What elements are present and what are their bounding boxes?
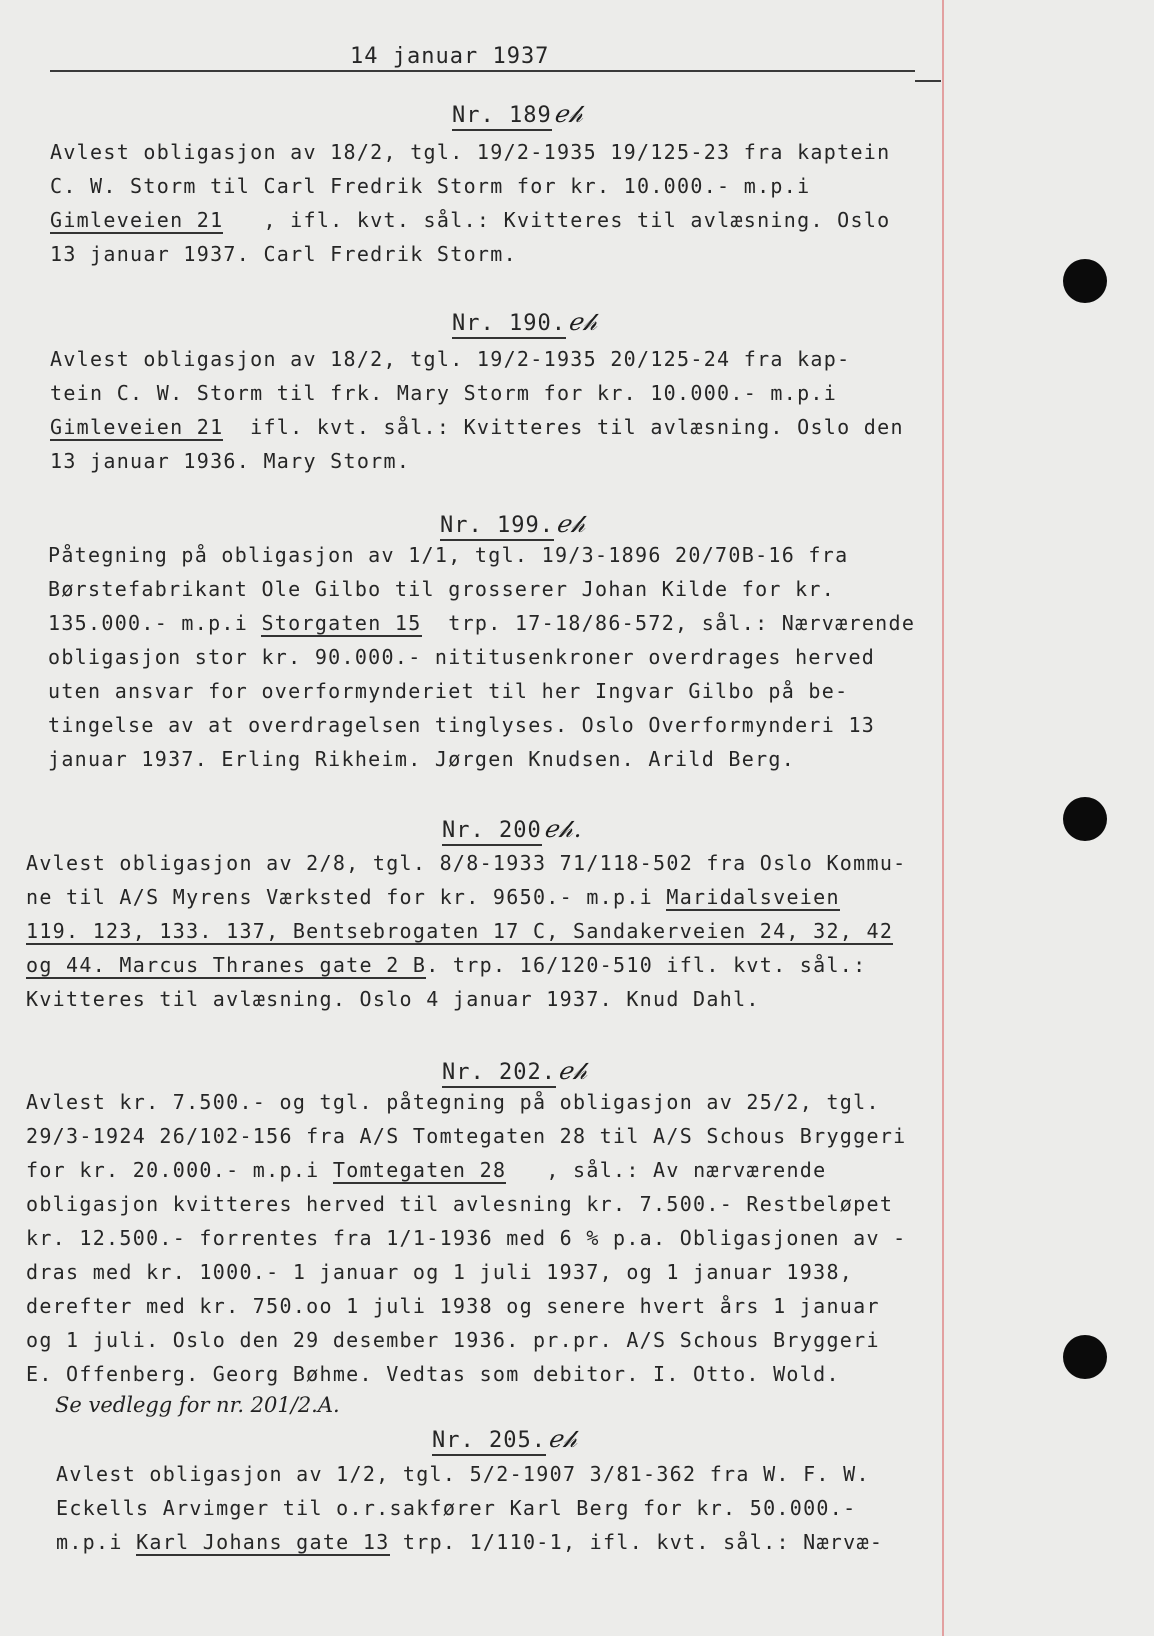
entry-number	[452, 308, 598, 336]
punch-hole-middle	[1063, 797, 1107, 841]
header-tick	[915, 80, 941, 82]
clerk-initials: ℯ𝒽	[567, 308, 598, 336]
entry-line	[26, 1158, 827, 1182]
entry-line: kr. 12.500.- forrentes fra 1/1-1936 med 6 % p.a. Obligasjonen av -	[26, 1226, 907, 1250]
entry-line-text: trp. 17-18/86-572, sål.: Nærværende	[448, 611, 916, 635]
clerk-initials: ℯ𝒽	[555, 510, 586, 538]
entry-line-text: , ifl. kvt. sål.: Kvitteres til avlæsning. Oslo	[263, 208, 891, 232]
clerk-initials: ℯ𝒽	[553, 100, 584, 128]
entry-line-text: m.p.i	[56, 1530, 123, 1554]
entry-line: obligasjon kvitteres herved til avlesning kr. 7.500.- Restbeløpet	[26, 1192, 894, 1216]
entry-line	[26, 953, 867, 977]
entry-number	[442, 815, 582, 843]
entry-number	[452, 100, 584, 128]
entry-number-text: Nr. 200	[442, 818, 542, 846]
entry-line-text: for kr. 20.000.- m.p.i	[26, 1158, 320, 1182]
entry-line	[50, 208, 891, 232]
entry-number-text: Nr. 190.	[452, 311, 566, 339]
entry-line: Eckells Arvimger til o.r.sakfører Karl Berg for kr. 50.000.-	[56, 1496, 857, 1520]
clerk-initials: ℯ𝒽	[547, 1425, 578, 1453]
entry-line	[48, 611, 915, 635]
entry-line: Påtegning på obligasjon av 1/1, tgl. 19/3-1896 20/70B-16 fra	[48, 543, 849, 567]
entry-line: 13 januar 1936. Mary Storm.	[50, 449, 411, 473]
entry-line: Børstefabrikant Ole Gilbo til grosserer Johan Kilde for kr.	[48, 577, 836, 601]
property-address: Tomtegaten 28	[332, 1158, 507, 1182]
entry-line: derefter med kr. 750.oo 1 juli 1938 og senere hvert års 1 januar	[26, 1294, 880, 1318]
entry-line: obligasjon stor kr. 90.000.- nititusenkroner overdrages herved	[48, 645, 876, 669]
entry-line-text: , sål.: Av nærværende	[546, 1158, 827, 1182]
entry-number	[440, 510, 586, 538]
clerk-initials: ℯ𝒽	[557, 1057, 588, 1085]
entry-line-text: ne til A/S Myrens Værksted for kr. 9650.- m.p.i	[26, 885, 654, 909]
entry-number	[432, 1425, 578, 1453]
entry-line: Avlest obligasjon av 2/8, tgl. 8/8-1933 71/118-502 fra Oslo Kommu-	[26, 851, 907, 875]
property-address: Maridalsveien	[666, 885, 840, 909]
header-rule	[50, 70, 915, 72]
property-address: Storgaten 15	[261, 611, 422, 635]
entry-number-text: Nr. 199.	[440, 513, 554, 541]
entry-line: 13 januar 1937. Carl Fredrik Storm.	[50, 242, 517, 266]
entry-line	[26, 885, 840, 909]
entry-line: uten ansvar for overformynderiet til her Ingvar Gilbo på be-	[48, 679, 849, 703]
entry-line: Avlest obligasjon av 1/2, tgl. 5/2-1907 3/81-362 fra W. F. W.	[56, 1462, 870, 1486]
handwritten-margin-note: Se vedlegg for nr. 201/2.A.	[55, 1393, 340, 1417]
entry-line: dras med kr. 1000.- 1 januar og 1 juli 1937, og 1 januar 1938,	[26, 1260, 854, 1284]
entry-line-text: . trp. 16/120-510 ifl. kvt. sål.:	[426, 953, 867, 977]
property-address-line: 119. 123, 133. 137, Bentsebrogaten 17 C, Sandakerveien 24, 32, 42	[26, 919, 894, 943]
entry-line-text: trp. 1/110-1, ifl. kvt. sål.: Nærvæ-	[402, 1530, 884, 1554]
entry-line: tein C. W. Storm til frk. Mary Storm for kr. 10.000.- m.p.i	[50, 381, 838, 405]
entry-number-text: Nr. 189	[452, 103, 552, 131]
entry-line: Avlest kr. 7.500.- og tgl. påtegning på obligasjon av 25/2, tgl.	[26, 1090, 880, 1114]
entry-line: januar 1937. Erling Rikheim. Jørgen Knudsen. Arild Berg.	[48, 747, 796, 771]
entry-line: Kvitteres til avlæsning. Oslo 4 januar 1937. Knud Dahl.	[26, 987, 760, 1011]
property-address: og 44. Marcus Thranes gate 2 B	[26, 953, 427, 977]
entry-line	[50, 415, 904, 439]
property-address: Gimleveien 21	[50, 208, 224, 232]
property-address: Gimleveien 21	[50, 415, 224, 439]
entry-line-text: ifl. kvt. sål.: Kvitteres til avlæsning. Oslo den	[250, 415, 904, 439]
entry-line-text: 135.000.- m.p.i	[48, 611, 249, 635]
clerk-initials: ℯ𝒽.	[543, 815, 583, 843]
entry-line: Avlest obligasjon av 18/2, tgl. 19/2-1935 20/125-24 fra kap-	[50, 347, 851, 371]
entry-line: tingelse av at overdragelsen tinglyses. Oslo Overformynderi 13	[48, 713, 876, 737]
entry-line: og 1 juli. Oslo den 29 desember 1936. pr.pr. A/S Schous Bryggeri	[26, 1328, 880, 1352]
punch-hole-bottom	[1063, 1335, 1107, 1379]
entry-number-text: Nr. 202.	[442, 1060, 556, 1088]
page-date: 14 januar 1937	[350, 44, 550, 69]
entry-line: Avlest obligasjon av 18/2, tgl. 19/2-1935 19/125-23 fra kaptein	[50, 140, 891, 164]
entry-line	[56, 1530, 883, 1554]
entry-line: E. Offenberg. Georg Bøhme. Vedtas som debitor. I. Otto. Wold.	[26, 1362, 840, 1386]
entry-number	[442, 1057, 588, 1085]
entry-number-text: Nr. 205.	[432, 1428, 546, 1456]
punch-hole-top	[1063, 259, 1107, 303]
entry-line: C. W. Storm til Carl Fredrik Storm for kr. 10.000.- m.p.i	[50, 174, 811, 198]
entry-line: 29/3-1924 26/102-156 fra A/S Tomtegaten 28 til A/S Schous Bryggeri	[26, 1124, 907, 1148]
margin-rule	[942, 0, 944, 1636]
property-address: Karl Johans gate 13	[136, 1530, 390, 1554]
